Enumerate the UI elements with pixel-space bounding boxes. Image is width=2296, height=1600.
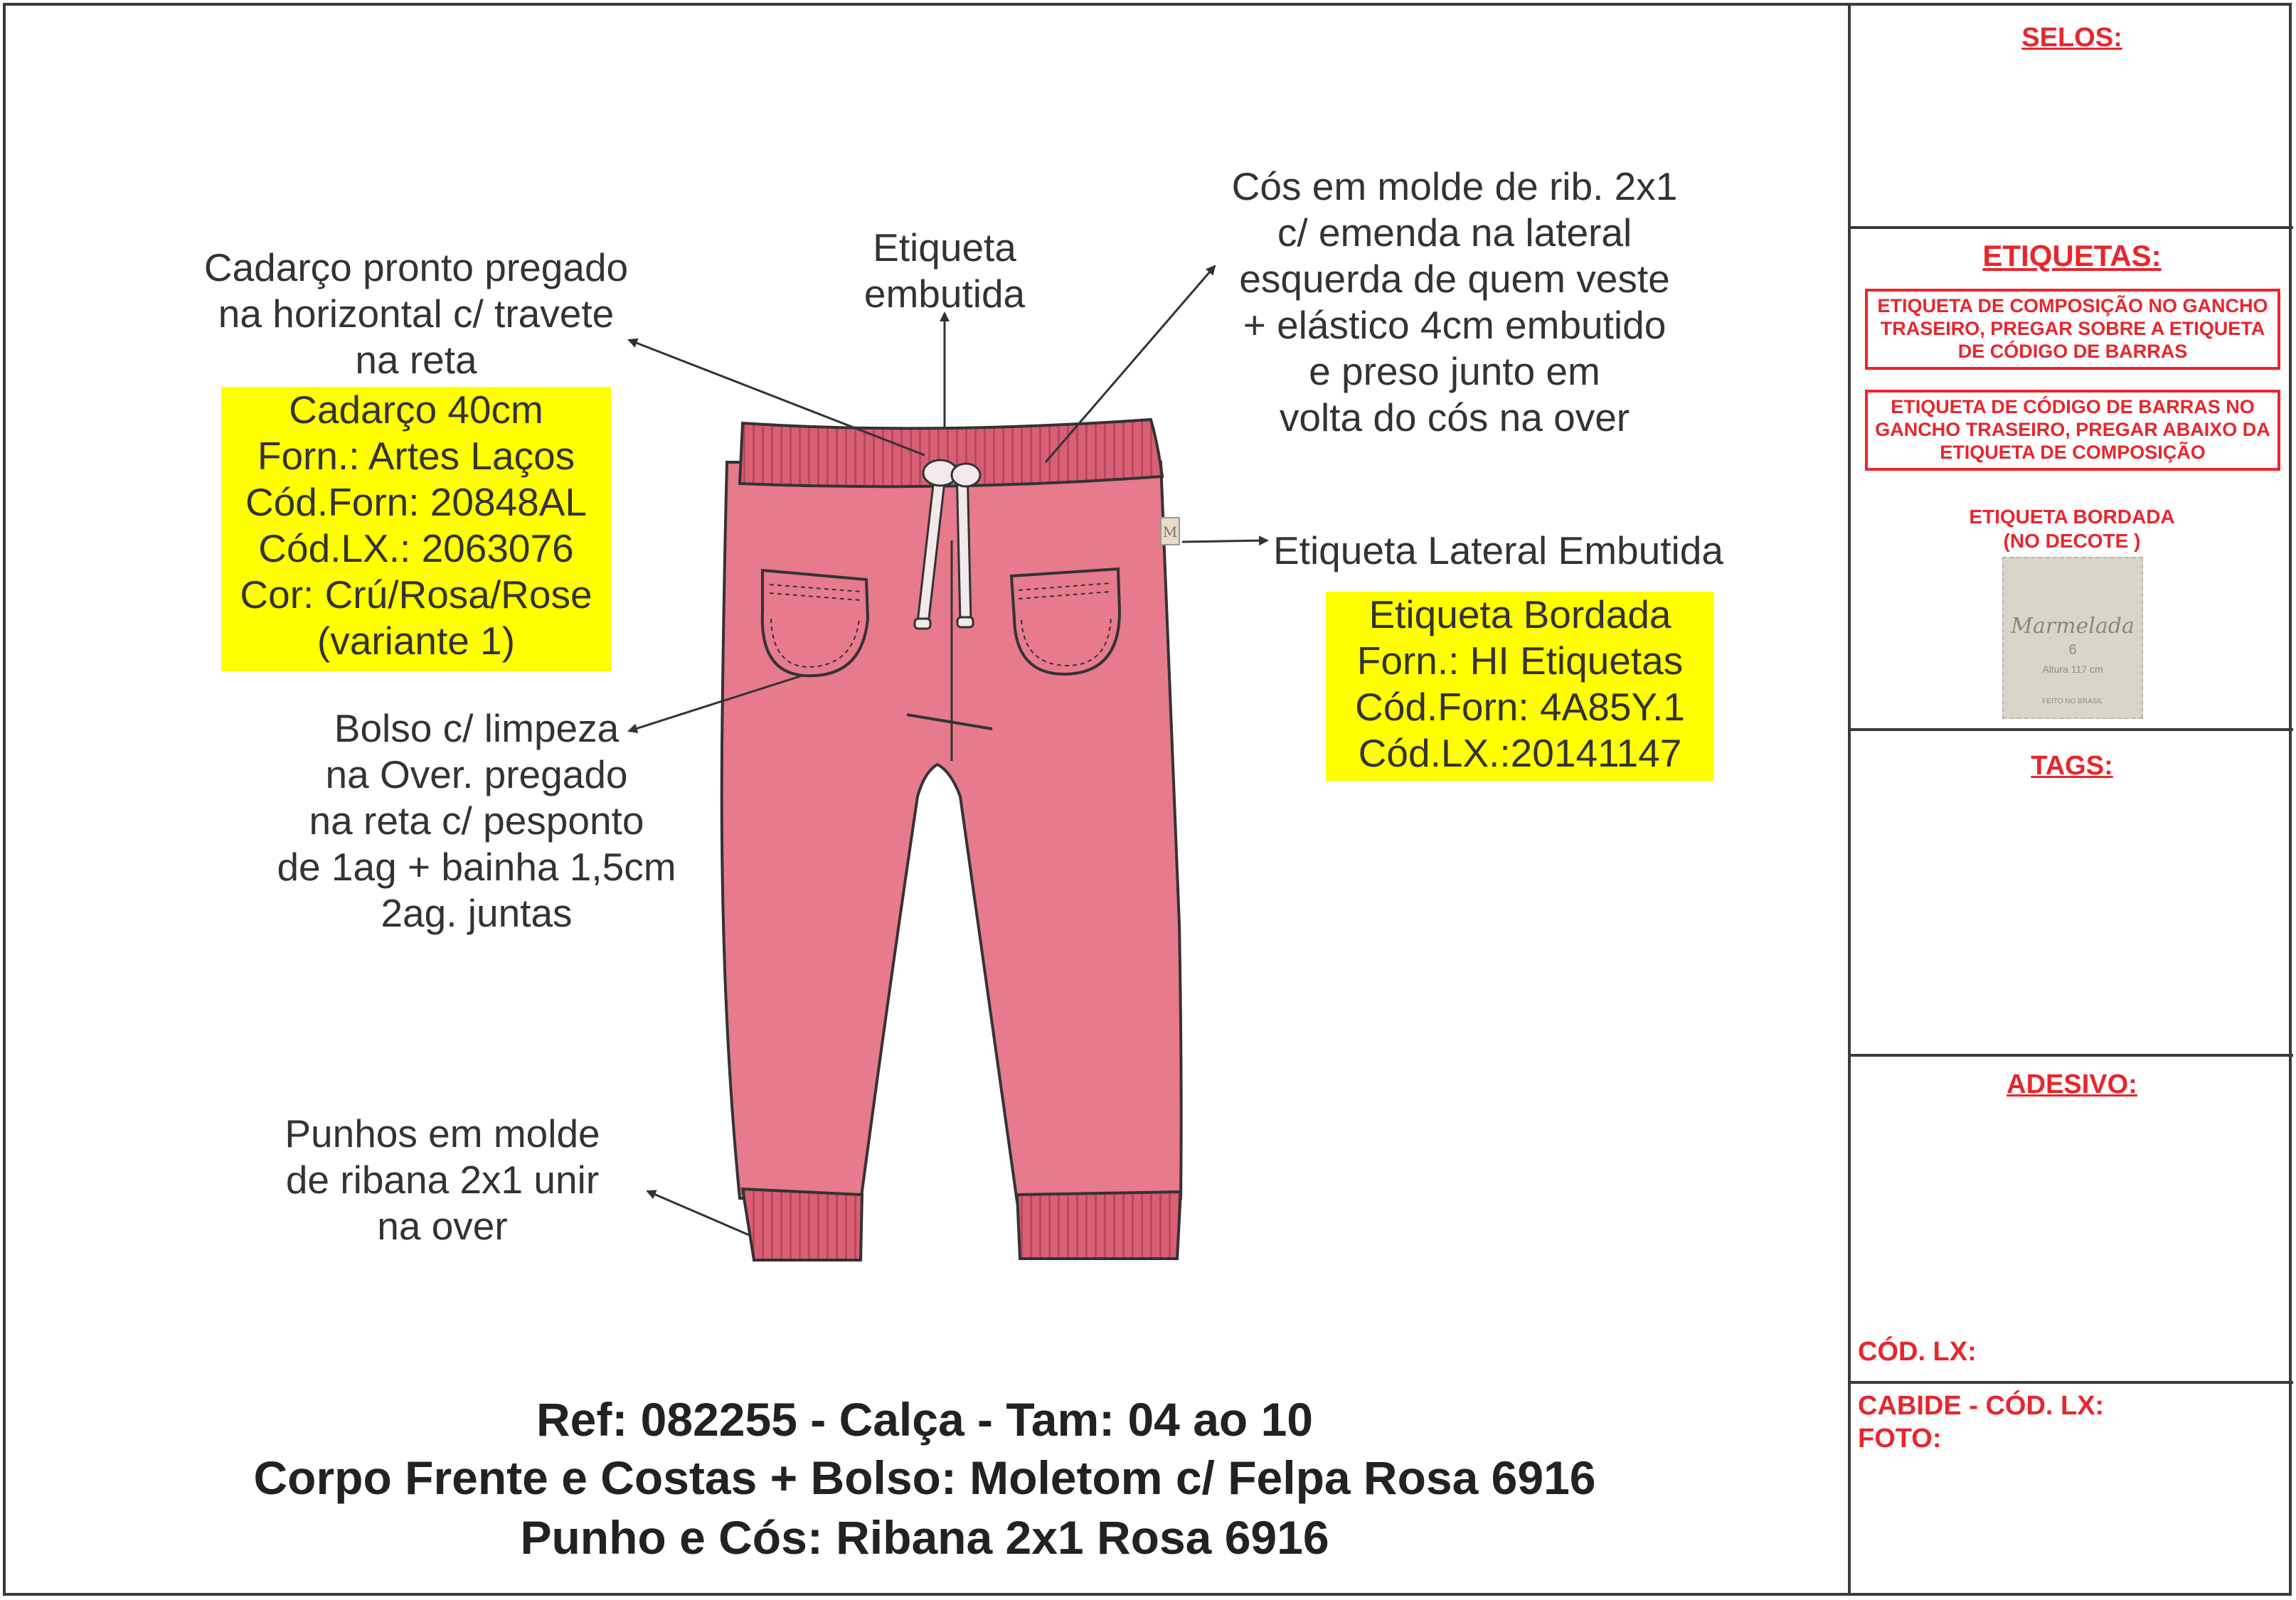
title-ref: Ref: 082255 - Calça - Tam: 04 ao 10 bbox=[536, 1393, 1313, 1446]
note-etiqueta-embutida: Etiqueta embutida bbox=[863, 225, 1026, 316]
cabide-cod-lx-label: CABIDE - CÓD. LX: bbox=[1858, 1391, 2105, 1421]
etiquetas-title: ETIQUETAS: bbox=[1982, 239, 2162, 272]
adesivo-title: ADESIVO: bbox=[2007, 1070, 2137, 1099]
note-cos: Cós em molde de rib. 2x1 c/ emenda na lateral esquerda de quem veste + elástico 4cm embutido e preso junto em volta do cós na over bbox=[1231, 164, 1678, 439]
title-rib-fabric: Punho e Cós: Ribana 2x1 Rosa 6916 bbox=[520, 1511, 1329, 1564]
title-body-fabric: Corpo Frente e Costas + Bolso: Moletom c/ Felpa Rosa 6916 bbox=[253, 1451, 1596, 1504]
side-label-letter: M bbox=[1162, 523, 1178, 540]
note-punhos: Punhos em molde de ribana 2x1 unir na over bbox=[285, 1111, 600, 1248]
etiqueta-bordada-supplier-box: Etiqueta Bordada Forn.: HI Etiquetas Cód.Forn: 4A85Y.1 Cód.LX.:20141147 bbox=[1326, 592, 1714, 781]
left-pocket bbox=[762, 570, 868, 676]
foto-label: FOTO: bbox=[1858, 1424, 1942, 1454]
cadarco-supplier-box: Cadarço 40cm Forn.: Artes Laços Cód.Forn: 20848AL Cód.LX.: 2063076 Cor: Crú/Rosa/Rose (variante 1) bbox=[221, 387, 611, 671]
etiqueta-composicao-box: ETIQUETA DE COMPOSIÇÃO NO GANCHO TRASEIRO, PREGAR SOBRE A ETIQUETA DE CÓDIGO DE BARRAS bbox=[1865, 289, 2280, 370]
right-cuff bbox=[1017, 1192, 1181, 1259]
tag-size: 6 bbox=[2068, 642, 2077, 658]
note-etiqueta-lateral: Etiqueta Lateral Embutida bbox=[1273, 528, 1723, 572]
note-cadarco: Cadarço pronto pregado na horizontal c/ travete na reta bbox=[203, 245, 629, 382]
tag-brand: Marmelada bbox=[2011, 614, 2135, 639]
left-cuff bbox=[743, 1189, 862, 1260]
embroidered-label-image bbox=[2002, 557, 2143, 719]
arrow-etiqueta-lateral bbox=[1182, 540, 1267, 542]
selos-title: SELOS: bbox=[2021, 23, 2122, 53]
right-pocket bbox=[1011, 569, 1120, 674]
tags-title: TAGS: bbox=[2031, 751, 2113, 781]
etiqueta-codigo-barras-box: ETIQUETA DE CÓDIGO DE BARRAS NO GANCHO TRASEIRO, PREGAR ABAIXO DA ETIQUETA DE COMPOSIÇÃO bbox=[1865, 390, 2280, 471]
note-bolso: Bolso c/ limpeza na Over. pregado na reta c/ pesponto de 1ag + bainha 1,5cm 2ag. juntas bbox=[277, 706, 676, 935]
cod-lx-label: CÓD. LX: bbox=[1858, 1337, 1977, 1367]
etiqueta-bordada-sub: (NO DECOTE ) bbox=[2003, 530, 2141, 552]
etiqueta-bordada-label: ETIQUETA BORDADA bbox=[1969, 506, 2175, 528]
tag-made-in: FEITO NO BRASIL bbox=[2042, 698, 2103, 705]
tag-height: Altura 117 cm bbox=[2042, 663, 2103, 675]
